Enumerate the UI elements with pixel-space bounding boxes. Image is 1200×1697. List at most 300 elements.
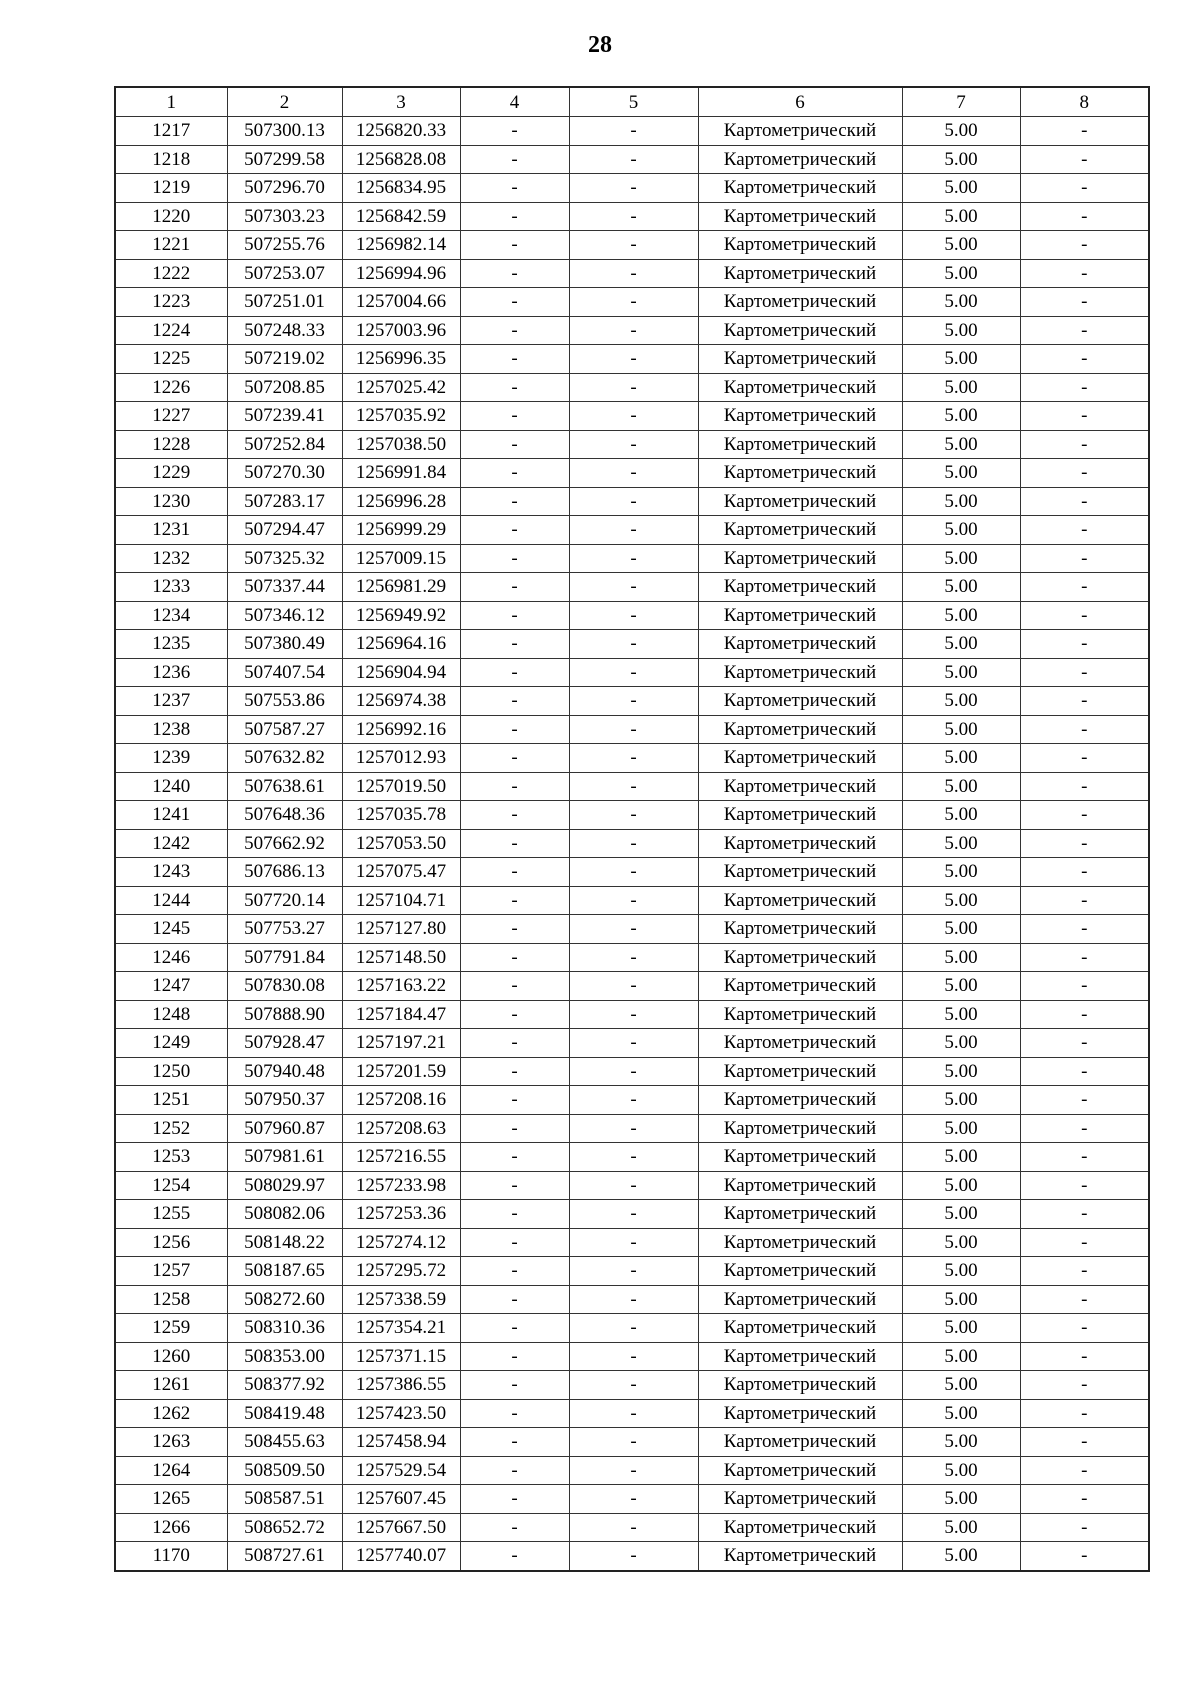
table-cell: Картометрический (698, 1485, 902, 1514)
table-cell: 5.00 (902, 943, 1020, 972)
table-cell: 1257529.54 (342, 1456, 460, 1485)
table-cell: Картометрический (698, 1513, 902, 1542)
table-cell: - (1020, 202, 1149, 231)
table-cell: - (569, 1143, 698, 1172)
table-cell: - (1020, 288, 1149, 317)
table-cell: Картометрический (698, 345, 902, 374)
table-cell: - (1020, 316, 1149, 345)
table-cell: 5.00 (902, 1143, 1020, 1172)
table-cell: - (569, 1399, 698, 1428)
table-cell: - (569, 174, 698, 203)
table-row (115, 573, 1149, 602)
table-cell: 1257607.45 (342, 1485, 460, 1514)
table-cell: - (569, 1086, 698, 1115)
table-row (115, 943, 1149, 972)
table-cell: 1257386.55 (342, 1371, 460, 1400)
table-cell: 5.00 (902, 772, 1020, 801)
table-cell: - (460, 1171, 569, 1200)
table-cell: 507407.54 (227, 658, 342, 687)
table-cell: - (1020, 516, 1149, 545)
table-cell: 1260 (115, 1342, 227, 1371)
table-row (115, 1086, 1149, 1115)
table-cell: 508587.51 (227, 1485, 342, 1514)
table-cell: 1264 (115, 1456, 227, 1485)
table-cell: 5.00 (902, 630, 1020, 659)
table-cell: - (460, 715, 569, 744)
table-cell: - (460, 1114, 569, 1143)
table-cell: Картометрический (698, 715, 902, 744)
table-cell: Картометрический (698, 174, 902, 203)
table-cell: - (460, 801, 569, 830)
table-cell: Картометрический (698, 1057, 902, 1086)
table-cell: Картометрический (698, 1257, 902, 1286)
table-cell: - (460, 544, 569, 573)
table-cell: Картометрический (698, 573, 902, 602)
table-cell: - (1020, 1371, 1149, 1400)
table-cell: - (569, 744, 698, 773)
table-cell: 1227 (115, 402, 227, 431)
table-cell: Картометрический (698, 915, 902, 944)
table-cell: - (1020, 544, 1149, 573)
table-cell: 507587.27 (227, 715, 342, 744)
table-cell: Картометрический (698, 1371, 902, 1400)
table-cell: 1257184.47 (342, 1000, 460, 1029)
table-row (115, 1114, 1149, 1143)
table-cell: 1257004.66 (342, 288, 460, 317)
table-cell: Картометрический (698, 601, 902, 630)
table-cell: 507981.61 (227, 1143, 342, 1172)
table-cell: 5.00 (902, 573, 1020, 602)
table-cell: 1257035.78 (342, 801, 460, 830)
table-cell: 1228 (115, 430, 227, 459)
table-row (115, 1000, 1149, 1029)
table-cell: - (1020, 801, 1149, 830)
table-cell: - (460, 487, 569, 516)
table-cell: 1257025.42 (342, 373, 460, 402)
table-cell: Картометрический (698, 744, 902, 773)
table-cell: 1256974.38 (342, 687, 460, 716)
table-cell: 5.00 (902, 516, 1020, 545)
table-cell: - (569, 858, 698, 887)
column-header: 5 (569, 87, 698, 117)
table-cell: 507208.85 (227, 373, 342, 402)
table-cell: - (1020, 1228, 1149, 1257)
table-cell: - (569, 601, 698, 630)
table-cell: 1252 (115, 1114, 227, 1143)
table-cell: 5.00 (902, 174, 1020, 203)
table-row (115, 1485, 1149, 1514)
table-cell: - (460, 1485, 569, 1514)
table-cell: 1248 (115, 1000, 227, 1029)
table-row (115, 202, 1149, 231)
table-cell: 1257233.98 (342, 1171, 460, 1200)
table-cell: - (460, 117, 569, 146)
table-cell: 1257035.92 (342, 402, 460, 431)
table-cell: Картометрический (698, 544, 902, 573)
table-cell: Картометрический (698, 145, 902, 174)
table-row (115, 459, 1149, 488)
table-cell: 507300.13 (227, 117, 342, 146)
table-cell: Картометрический (698, 1200, 902, 1229)
table-cell: - (569, 117, 698, 146)
table-cell: - (460, 1542, 569, 1571)
table-cell: 1250 (115, 1057, 227, 1086)
table-cell: 1225 (115, 345, 227, 374)
table-cell: - (1020, 1114, 1149, 1143)
table-cell: 5.00 (902, 288, 1020, 317)
table-cell: 5.00 (902, 373, 1020, 402)
table-cell: - (1020, 231, 1149, 260)
table-cell: 507251.01 (227, 288, 342, 317)
table-cell: - (460, 943, 569, 972)
table-row (115, 630, 1149, 659)
table-cell: 507950.37 (227, 1086, 342, 1115)
table-cell: - (569, 1428, 698, 1457)
table-cell: 1223 (115, 288, 227, 317)
table-cell: Картометрический (698, 373, 902, 402)
table-row (115, 744, 1149, 773)
table-cell: 507686.13 (227, 858, 342, 887)
coordinates-table (114, 86, 1150, 1572)
table-cell: - (1020, 1257, 1149, 1286)
table-cell: 5.00 (902, 345, 1020, 374)
table-cell: - (460, 174, 569, 203)
table-cell: 1257740.07 (342, 1542, 460, 1571)
table-cell: 1257208.16 (342, 1086, 460, 1115)
table-cell: - (569, 943, 698, 972)
table-cell: 1221 (115, 231, 227, 260)
table-cell: - (460, 915, 569, 944)
table-cell: 1257458.94 (342, 1428, 460, 1457)
table-cell: 1256991.84 (342, 459, 460, 488)
table-cell: 507219.02 (227, 345, 342, 374)
table-row (115, 972, 1149, 1001)
table-cell: Картометрический (698, 259, 902, 288)
table-cell: - (1020, 943, 1149, 972)
table-row (115, 345, 1149, 374)
table-cell: 508272.60 (227, 1285, 342, 1314)
table-cell: 507638.61 (227, 772, 342, 801)
table-cell: - (569, 829, 698, 858)
table-cell: - (460, 858, 569, 887)
table-cell: Картометрический (698, 1000, 902, 1029)
table-cell: - (569, 1228, 698, 1257)
table-cell: 5.00 (902, 1485, 1020, 1514)
table-cell: - (569, 1057, 698, 1086)
table-cell: - (569, 145, 698, 174)
table-cell: 1257667.50 (342, 1513, 460, 1542)
table-cell: 5.00 (902, 601, 1020, 630)
table-cell: 5.00 (902, 1057, 1020, 1086)
table-row (115, 259, 1149, 288)
table-cell: - (569, 345, 698, 374)
table-cell: 5.00 (902, 715, 1020, 744)
table-cell: Картометрический (698, 858, 902, 887)
table-cell: 5.00 (902, 487, 1020, 516)
table-row (115, 1171, 1149, 1200)
table-row (115, 145, 1149, 174)
table-cell: 5.00 (902, 1228, 1020, 1257)
table-cell: - (569, 516, 698, 545)
table-cell: 1257127.80 (342, 915, 460, 944)
table-cell: - (460, 829, 569, 858)
table-cell: Картометрический (698, 1342, 902, 1371)
table-cell: - (460, 573, 569, 602)
table-cell: 507337.44 (227, 573, 342, 602)
table-cell: 1220 (115, 202, 227, 231)
table-row (115, 487, 1149, 516)
table-cell: 5.00 (902, 117, 1020, 146)
table-cell: 5.00 (902, 1000, 1020, 1029)
table-cell: 1236 (115, 658, 227, 687)
table-cell: - (1020, 972, 1149, 1001)
table-cell: - (569, 658, 698, 687)
table-cell: - (1020, 1171, 1149, 1200)
table-cell: - (1020, 373, 1149, 402)
table-cell: - (460, 972, 569, 1001)
table-cell: - (569, 1200, 698, 1229)
table-cell: - (569, 544, 698, 573)
table-cell: - (1020, 1342, 1149, 1371)
table-cell: - (1020, 1485, 1149, 1514)
table-cell: 5.00 (902, 972, 1020, 1001)
table-cell: - (460, 430, 569, 459)
table-row (115, 1143, 1149, 1172)
table-cell: 5.00 (902, 1456, 1020, 1485)
table-cell: 1257163.22 (342, 972, 460, 1001)
table-cell: - (569, 1314, 698, 1343)
table-cell: - (569, 202, 698, 231)
table-cell: - (569, 231, 698, 260)
table-header-row (115, 87, 1149, 117)
table-cell: Картометрический (698, 1428, 902, 1457)
table-cell: - (1020, 430, 1149, 459)
table-cell: - (460, 1399, 569, 1428)
table-cell: 507928.47 (227, 1029, 342, 1058)
table-cell: Картометрический (698, 1399, 902, 1428)
table-cell: Картометрический (698, 687, 902, 716)
table-cell: 5.00 (902, 259, 1020, 288)
table-row (115, 1228, 1149, 1257)
table-cell: 1240 (115, 772, 227, 801)
page-number: 28 (588, 32, 612, 58)
table-cell: - (1020, 1200, 1149, 1229)
table-cell: 507791.84 (227, 943, 342, 972)
table-cell: Картометрический (698, 886, 902, 915)
table-row (115, 373, 1149, 402)
table-cell: 1262 (115, 1399, 227, 1428)
table-cell: 1237 (115, 687, 227, 716)
table-cell: - (569, 373, 698, 402)
table-cell: 1256 (115, 1228, 227, 1257)
table-cell: 1249 (115, 1029, 227, 1058)
table-cell: - (460, 288, 569, 317)
table-row (115, 687, 1149, 716)
table-row (115, 1542, 1149, 1571)
table-cell: 1229 (115, 459, 227, 488)
table-cell: 507753.27 (227, 915, 342, 944)
table-cell: 1244 (115, 886, 227, 915)
table-cell: Картометрический (698, 487, 902, 516)
table-cell: 1257338.59 (342, 1285, 460, 1314)
table-row (115, 316, 1149, 345)
table-cell: - (569, 430, 698, 459)
table-cell: - (460, 658, 569, 687)
table-cell: 1257274.12 (342, 1228, 460, 1257)
table-cell: 1256834.95 (342, 174, 460, 203)
table-cell: 508310.36 (227, 1314, 342, 1343)
table-cell: 507303.23 (227, 202, 342, 231)
table-cell: - (569, 259, 698, 288)
table-cell: - (569, 1257, 698, 1286)
table-cell: 5.00 (902, 1200, 1020, 1229)
table-cell: - (1020, 459, 1149, 488)
table-cell: 507296.70 (227, 174, 342, 203)
table-row (115, 829, 1149, 858)
table-cell: 1232 (115, 544, 227, 573)
table-row (115, 288, 1149, 317)
table-cell: - (460, 1428, 569, 1457)
table-cell: - (569, 487, 698, 516)
table-cell: 508377.92 (227, 1371, 342, 1400)
table-cell: - (569, 630, 698, 659)
table-cell: - (1020, 1086, 1149, 1115)
table-row (115, 544, 1149, 573)
table-cell: - (1020, 687, 1149, 716)
table-cell: 1257423.50 (342, 1399, 460, 1428)
table-cell: 507325.32 (227, 544, 342, 573)
table-cell: - (1020, 601, 1149, 630)
table-cell: - (1020, 1513, 1149, 1542)
table-cell: 5.00 (902, 544, 1020, 573)
table-cell: 5.00 (902, 202, 1020, 231)
table-cell: 1256820.33 (342, 117, 460, 146)
table-cell: 1238 (115, 715, 227, 744)
table-cell: 1257354.21 (342, 1314, 460, 1343)
table-cell: 5.00 (902, 1399, 1020, 1428)
table-cell: 1257253.36 (342, 1200, 460, 1229)
table-cell: Картометрический (698, 202, 902, 231)
table-cell: 1256994.96 (342, 259, 460, 288)
table-cell: Картометрический (698, 1029, 902, 1058)
table-cell: Картометрический (698, 1171, 902, 1200)
table-cell: 507346.12 (227, 601, 342, 630)
table-cell: - (569, 715, 698, 744)
table-cell: Картометрический (698, 943, 902, 972)
table-cell: 507830.08 (227, 972, 342, 1001)
table-cell: - (1020, 658, 1149, 687)
table-cell: - (460, 1285, 569, 1314)
table-cell: Картометрический (698, 316, 902, 345)
table-row (115, 1399, 1149, 1428)
table-cell: - (569, 886, 698, 915)
table-cell: 5.00 (902, 231, 1020, 260)
table-cell: - (460, 772, 569, 801)
table-cell: 5.00 (902, 1542, 1020, 1571)
table-cell: 1256828.08 (342, 145, 460, 174)
table-cell: - (460, 231, 569, 260)
table-cell: 1257104.71 (342, 886, 460, 915)
table-cell: Картометрический (698, 1086, 902, 1115)
table-cell: 5.00 (902, 1342, 1020, 1371)
table-cell: - (569, 1342, 698, 1371)
table-cell: 507253.07 (227, 259, 342, 288)
table-cell: - (569, 1171, 698, 1200)
column-header: 6 (698, 87, 902, 117)
table-cell: 1222 (115, 259, 227, 288)
table-cell: 1241 (115, 801, 227, 830)
table-cell: 5.00 (902, 1114, 1020, 1143)
table-cell: 507632.82 (227, 744, 342, 773)
table-cell: - (1020, 1399, 1149, 1428)
table-cell: - (569, 772, 698, 801)
table-cell: - (460, 1143, 569, 1172)
table-cell: 1257053.50 (342, 829, 460, 858)
table-cell: - (569, 573, 698, 602)
table-cell: 508148.22 (227, 1228, 342, 1257)
table-row (115, 174, 1149, 203)
table-cell: - (569, 1513, 698, 1542)
table-cell: - (569, 1285, 698, 1314)
table-cell: Картометрический (698, 516, 902, 545)
table-cell: - (460, 687, 569, 716)
table-cell: 1234 (115, 601, 227, 630)
table-cell: - (460, 1000, 569, 1029)
table-cell: - (1020, 1143, 1149, 1172)
table-cell: 1256996.28 (342, 487, 460, 516)
table-cell: Картометрический (698, 1285, 902, 1314)
table-cell: 1255 (115, 1200, 227, 1229)
table-cell: - (1020, 1285, 1149, 1314)
table-cell: - (460, 744, 569, 773)
table-cell: 507662.92 (227, 829, 342, 858)
table-cell: - (1020, 1456, 1149, 1485)
table-cell: 1242 (115, 829, 227, 858)
table-cell: 507553.86 (227, 687, 342, 716)
table-cell: - (569, 459, 698, 488)
table-cell: - (460, 145, 569, 174)
table-cell: - (460, 1456, 569, 1485)
table-cell: - (460, 1228, 569, 1257)
table-cell: 1256904.94 (342, 658, 460, 687)
table-cell: 1257201.59 (342, 1057, 460, 1086)
table-cell: 1254 (115, 1171, 227, 1200)
table-cell: 507960.87 (227, 1114, 342, 1143)
table-cell: - (1020, 145, 1149, 174)
table-cell: - (1020, 630, 1149, 659)
table-row (115, 1371, 1149, 1400)
table-cell: Картометрический (698, 117, 902, 146)
table-cell: 1257371.15 (342, 1342, 460, 1371)
table-row (115, 772, 1149, 801)
table-cell: 5.00 (902, 316, 1020, 345)
table-cell: 5.00 (902, 1285, 1020, 1314)
table-cell: - (460, 1029, 569, 1058)
table-cell: - (460, 402, 569, 431)
table-cell: 1226 (115, 373, 227, 402)
table-cell: 5.00 (902, 801, 1020, 830)
table-cell: 507720.14 (227, 886, 342, 915)
table-row (115, 1257, 1149, 1286)
table-cell: Картометрический (698, 1228, 902, 1257)
table-cell: 1261 (115, 1371, 227, 1400)
table-cell: Картометрический (698, 1456, 902, 1485)
table-cell: - (460, 1342, 569, 1371)
table-cell: 507252.84 (227, 430, 342, 459)
table-cell: 5.00 (902, 402, 1020, 431)
table-cell: - (460, 259, 569, 288)
table-cell: Картометрический (698, 1143, 902, 1172)
